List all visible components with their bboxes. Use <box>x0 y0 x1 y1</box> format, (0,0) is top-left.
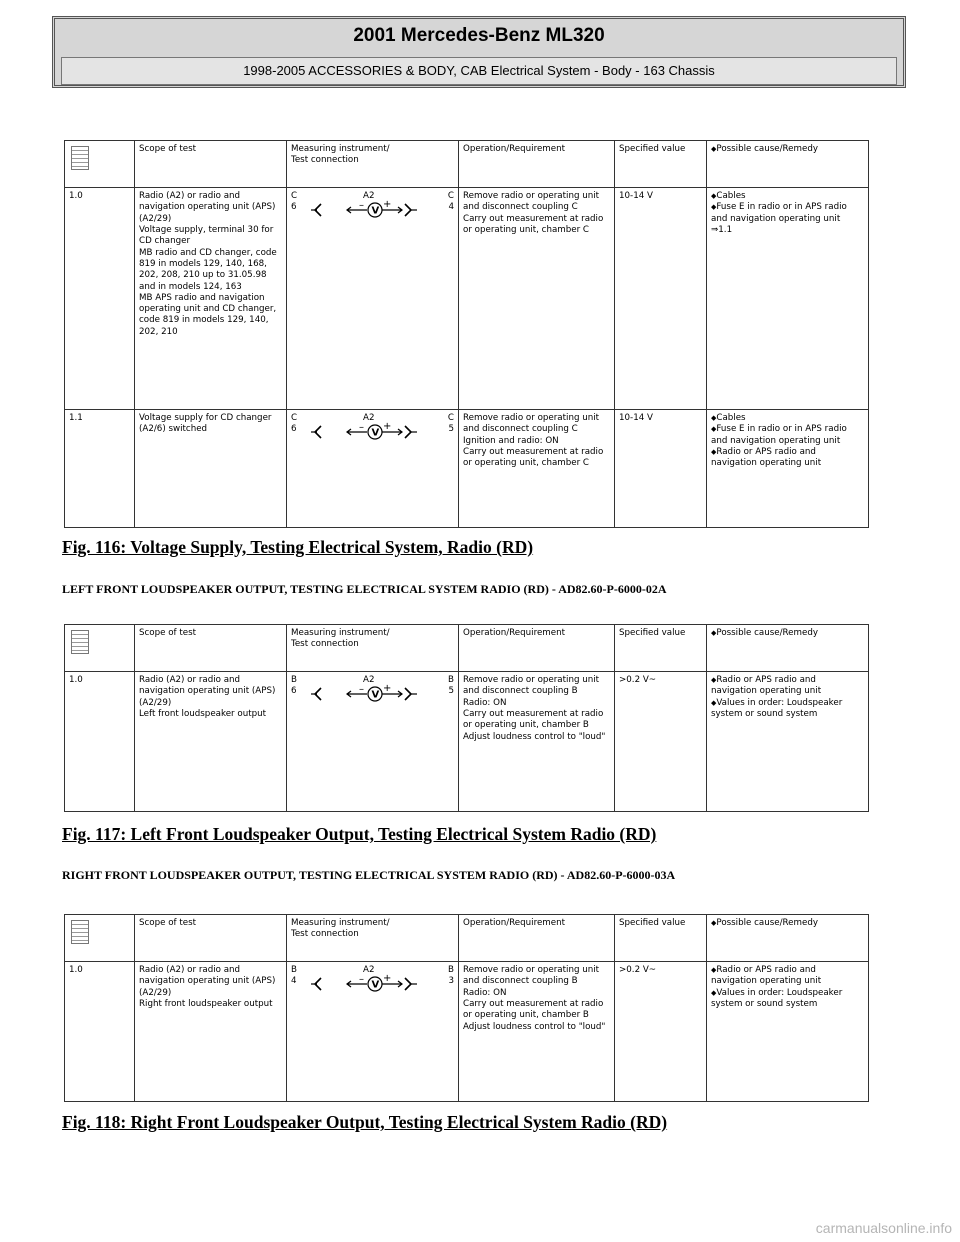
text-line: MB radio and CD changer, code 819 in models 129, 140, 168, 202, 208, 210 up to 31.05.98 and in models 124, 163 <box>139 247 277 292</box>
component-label: A2 <box>363 675 375 685</box>
text-line: Radio: ON <box>463 987 507 998</box>
specified-value-cell: 10-14 V <box>615 188 707 410</box>
text-line: Specified value <box>619 628 686 638</box>
left-connection <box>291 191 297 214</box>
column-header <box>707 141 869 188</box>
text-line: Adjust loudness control to "loud" <box>463 731 606 742</box>
component-label: A2 <box>363 191 375 201</box>
remedy-item: ◆ Cables <box>711 191 864 202</box>
page-header <box>52 16 906 88</box>
meter-symbol-label: V <box>371 205 380 217</box>
table-row <box>65 410 869 528</box>
column-header <box>707 915 869 962</box>
cross-reference: ⇒1.1 <box>711 224 733 235</box>
header-subtitle: 1998-2005 ACCESSORIES & BODY, CAB Electrical System - Body - 163 Chassis <box>61 57 897 85</box>
text-line: Remove radio or operating unit and disconnect coupling C <box>463 413 600 435</box>
column-header <box>615 625 707 672</box>
text-line: Carry out measurement at radio or operating unit, chamber B <box>463 998 604 1021</box>
operation-requirement-cell <box>459 962 615 1102</box>
text-line: Scope of test <box>139 144 197 154</box>
table-row <box>65 962 869 1102</box>
watermark: carmanualsonline.info <box>815 1220 952 1236</box>
column-header-label: ◆ Possible cause/Remedy <box>711 918 818 928</box>
text-line: Remove radio or operating unit and disconnect coupling B <box>463 675 600 697</box>
left-chamber: C <box>291 191 298 201</box>
text-line: Test connection <box>291 929 359 940</box>
document-icon <box>71 630 89 654</box>
column-header <box>615 915 707 962</box>
left-pin: 4 <box>291 976 297 987</box>
right-connection <box>448 675 454 698</box>
left-connection <box>291 413 297 436</box>
remedy-item: ◆ Fuse E in radio or in APS radio and navigation operating unit <box>711 202 864 225</box>
test-connection-cell <box>287 410 459 528</box>
scope-of-test-cell <box>135 410 287 528</box>
operation-requirement-cell <box>459 672 615 812</box>
left-chamber: C <box>291 413 298 423</box>
test-table-left-front-loudspeaker <box>64 624 869 812</box>
left-connection <box>291 675 297 698</box>
remedy-item: ◆ Values in order: Loudspeaker system or sound system <box>711 988 864 1011</box>
column-header-label: ◆ Possible cause/Remedy <box>711 628 818 638</box>
plus-sign: + <box>383 421 392 432</box>
document-icon <box>71 920 89 944</box>
possible-cause-remedy-cell <box>707 188 869 410</box>
right-connection <box>448 413 454 436</box>
test-connection-cell <box>287 188 459 410</box>
possible-cause-remedy-cell <box>707 672 869 812</box>
left-pin: 6 <box>291 424 297 435</box>
test-step-number: 1.0 <box>65 672 135 812</box>
possible-cause-remedy-cell <box>707 962 869 1102</box>
text-line: Specified value <box>619 918 686 928</box>
text-line: Operation/Requirement <box>463 144 566 154</box>
text-line: Radio: ON <box>463 697 507 708</box>
text-line: Operation/Requirement <box>463 918 566 928</box>
column-header <box>287 141 459 188</box>
test-table-voltage-supply <box>64 140 869 528</box>
remedy-item: ◆ Values in order: Loudspeaker system or sound system <box>711 698 864 721</box>
text-line: Test connection <box>291 155 359 166</box>
specified-value-cell: >0.2 V~ <box>615 672 707 812</box>
column-header <box>459 141 615 188</box>
test-step-number: 1.1 <box>65 410 135 528</box>
right-connection <box>448 191 454 214</box>
minus-sign: – <box>359 200 364 211</box>
right-chamber: C <box>447 413 454 423</box>
text-line: Radio (A2) or radio and navigation operating unit (APS) (A2/29) <box>139 675 276 708</box>
text-line: Measuring instrument/ <box>291 144 390 154</box>
text-line: Remove radio or operating unit and disconnect coupling B <box>463 965 600 987</box>
left-chamber: B <box>291 675 297 685</box>
scope-of-test-cell <box>135 188 287 410</box>
operation-requirement-cell <box>459 188 615 410</box>
test-step-number: 1.0 <box>65 962 135 1102</box>
meter-symbol-label: V <box>371 427 380 439</box>
test-step-number: 1.0 <box>65 188 135 410</box>
text-line: Operation/Requirement <box>463 628 566 638</box>
test-connection-diagram <box>291 675 454 715</box>
text-line: Carry out measurement at radio or operating unit, chamber C <box>463 446 604 469</box>
remedy-item: ◆ Cables <box>711 413 864 424</box>
test-table-right-front-loudspeaker <box>64 914 869 1102</box>
remedy-item: ◆ Fuse E in radio or in APS radio and navigation operating unit <box>711 424 864 447</box>
specified-value-cell: >0.2 V~ <box>615 962 707 1102</box>
scope-of-test-cell <box>135 962 287 1102</box>
section-title-right-front: RIGHT FRONT LOUDSPEAKER OUTPUT, TESTING ELECTRICAL SYSTEM RADIO (RD) - AD82.60-P-6000-03A <box>62 868 676 882</box>
text-line: Carry out measurement at radio or operating unit, chamber B <box>463 708 604 731</box>
test-connection-cell <box>287 962 459 1102</box>
minus-sign: – <box>359 684 364 695</box>
column-header <box>287 625 459 672</box>
text-line: Test connection <box>291 639 359 650</box>
table-header-row <box>65 141 869 188</box>
right-chamber: B <box>448 675 454 685</box>
text-line: Carry out measurement at radio or operating unit, chamber C <box>463 213 604 235</box>
table-row <box>65 188 869 410</box>
text-line: MB APS radio and navigation operating unit and CD changer, code 819 in models 129, 140, 202, 210 <box>139 292 277 337</box>
right-chamber: B <box>448 965 454 975</box>
text-line: Voltage supply for CD changer (A2/6) switched <box>139 413 272 435</box>
text-line: Measuring instrument/ <box>291 918 390 928</box>
plus-sign: + <box>383 683 392 694</box>
text-line: Measuring instrument/ <box>291 628 390 638</box>
right-pin: 5 <box>448 686 454 697</box>
meter-symbol-label: V <box>371 689 380 701</box>
test-connection-diagram <box>291 413 454 453</box>
text-line: Left front loudspeaker output <box>139 708 267 719</box>
test-connection-cell <box>287 672 459 812</box>
text-line: Radio (A2) or radio and navigation operating unit (APS) (A2/29) <box>139 191 276 224</box>
column-header <box>459 915 615 962</box>
column-header <box>287 915 459 962</box>
minus-sign: – <box>359 422 364 433</box>
column-header <box>135 141 287 188</box>
column-header-label: ◆ Possible cause/Remedy <box>711 144 818 154</box>
left-chamber: B <box>291 965 297 975</box>
table-header-row <box>65 625 869 672</box>
remedy-item: ◆ Radio or APS radio and navigation operating unit <box>711 965 864 988</box>
header-title: 2001 Mercedes-Benz ML320 <box>353 25 605 46</box>
column-header <box>707 625 869 672</box>
operation-requirement-cell <box>459 410 615 528</box>
text-line: Remove radio or operating unit and disconnect coupling C <box>463 191 600 213</box>
header-icon-cell <box>65 625 135 672</box>
text-line: Right front loudspeaker output <box>139 998 273 1009</box>
right-pin: 3 <box>448 976 454 987</box>
text-line: Radio (A2) or radio and navigation operating unit (APS) (A2/29) <box>139 965 276 998</box>
right-chamber: C <box>447 191 454 201</box>
table-header-row <box>65 915 869 962</box>
figure-caption-118: Fig. 118: Right Front Loudspeaker Output, Testing Electrical System Radio (RD) <box>62 1112 668 1132</box>
table-row <box>65 672 869 812</box>
scope-of-test-cell <box>135 672 287 812</box>
text-line: Adjust loudness control to "loud" <box>463 1021 606 1032</box>
text-line: Scope of test <box>139 628 197 638</box>
right-connection <box>448 965 454 988</box>
text-line: Scope of test <box>139 918 197 928</box>
header-icon-cell <box>65 915 135 962</box>
minus-sign: – <box>359 974 364 985</box>
document-icon <box>71 146 89 170</box>
text-line: Specified value <box>619 144 686 154</box>
section-title-left-front: LEFT FRONT LOUDSPEAKER OUTPUT, TESTING ELECTRICAL SYSTEM RADIO (RD) - AD82.60-P-6000-02A <box>62 582 667 596</box>
column-header <box>459 625 615 672</box>
remedy-item: ◆ Radio or APS radio and navigation operating unit <box>711 447 864 470</box>
component-label: A2 <box>363 413 375 423</box>
left-pin: 6 <box>291 686 297 697</box>
text-line: Voltage supply, terminal 30 for CD changer <box>139 224 274 247</box>
column-header <box>615 141 707 188</box>
header-icon-cell <box>65 141 135 188</box>
left-connection <box>291 965 297 988</box>
figure-caption-116: Fig. 116: Voltage Supply, Testing Electrical System, Radio (RD) <box>62 537 534 557</box>
figure-caption-117: Fig. 117: Left Front Loudspeaker Output, Testing Electrical System Radio (RD) <box>62 824 657 844</box>
left-pin: 6 <box>291 202 297 213</box>
meter-symbol-label: V <box>371 979 380 991</box>
test-connection-diagram <box>291 965 454 1005</box>
component-label: A2 <box>363 965 375 975</box>
plus-sign: + <box>383 973 392 984</box>
right-pin: 5 <box>448 424 454 435</box>
plus-sign: + <box>383 199 392 210</box>
column-header <box>135 915 287 962</box>
column-header <box>135 625 287 672</box>
specified-value-cell: 10-14 V <box>615 410 707 528</box>
text-line: Ignition and radio: ON <box>463 435 559 446</box>
remedy-item: ◆ Radio or APS radio and navigation operating unit <box>711 675 864 698</box>
right-pin: 4 <box>448 202 454 213</box>
possible-cause-remedy-cell <box>707 410 869 528</box>
test-connection-diagram <box>291 191 454 231</box>
